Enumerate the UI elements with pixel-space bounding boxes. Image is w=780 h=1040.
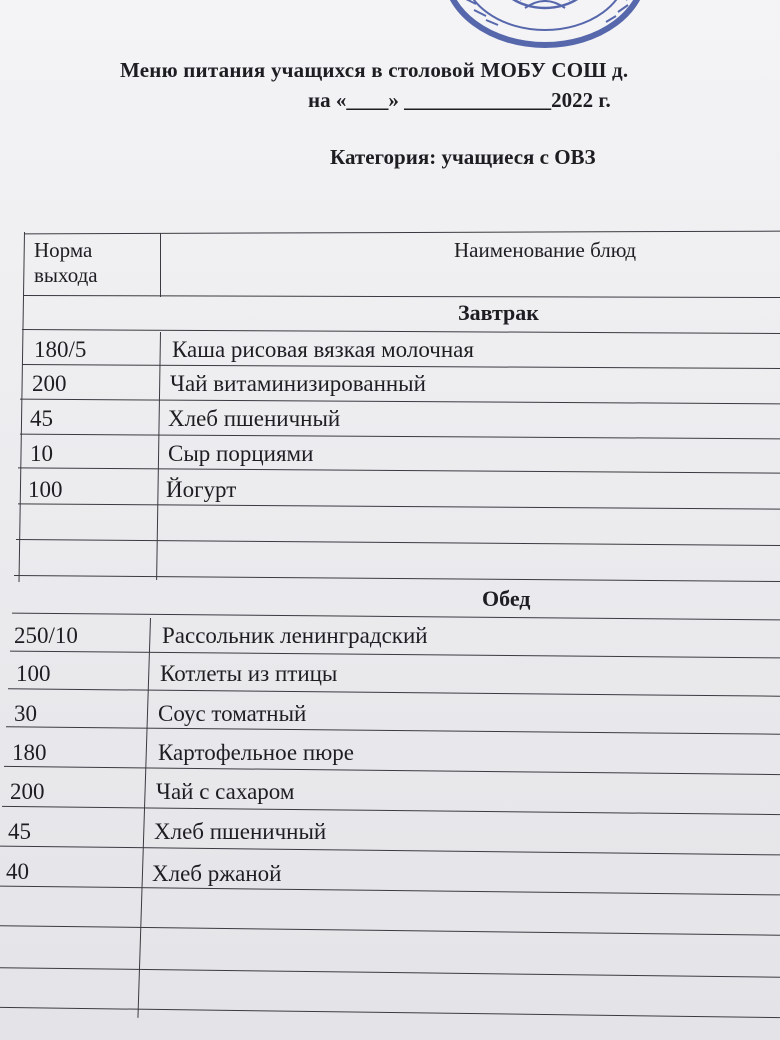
breakfast-norm-3: 45 <box>30 406 53 431</box>
row-border <box>16 539 780 546</box>
lunch-dish-4: Картофельное пюре <box>158 740 355 765</box>
row-border <box>0 967 780 978</box>
row-border <box>6 726 780 734</box>
lunch-dish-7: Хлеб ржаной <box>152 861 282 886</box>
row-border <box>0 886 780 896</box>
school-stamp-icon <box>430 0 660 50</box>
norm-header-line1: Норма <box>34 238 93 262</box>
lunch-dish-3: Соус томатный <box>158 701 307 726</box>
breakfast-norm-5: 100 <box>28 477 63 502</box>
breakfast-bottom-border <box>14 575 780 582</box>
row-border <box>4 766 780 775</box>
row-border <box>22 364 780 369</box>
norm-column-header <box>34 238 98 288</box>
lunch-dish-1: Рассольник ленинградский <box>162 623 428 648</box>
row-border <box>18 503 780 509</box>
breakfast-column-divider <box>156 332 161 580</box>
breakfast-dish-2: Чай витаминизированный <box>170 371 426 396</box>
lunch-norm-5: 200 <box>10 779 45 804</box>
header-bottom-border <box>24 295 780 298</box>
breakfast-dish-5: Йогурт <box>166 477 237 502</box>
breakfast-section-label: Завтрак <box>458 300 539 325</box>
lunch-label-border <box>12 613 780 621</box>
row-border <box>0 1007 780 1018</box>
lunch-section-label: Обед <box>482 586 531 611</box>
lunch-norm-3: 30 <box>14 701 37 726</box>
lunch-dish-5: Чай с сахаром <box>156 779 295 804</box>
row-border <box>0 925 780 936</box>
breakfast-dish-3: Хлеб пшеничный <box>168 406 341 431</box>
dish-column-header: Наименование блюд <box>454 238 637 262</box>
table-top-border <box>24 231 780 235</box>
norm-header-line2: выхода <box>34 263 98 288</box>
row-border <box>8 688 780 696</box>
date-line: на «____» ______________2022 г. <box>308 88 611 112</box>
lunch-dish-2: Котлеты из птицы <box>160 661 338 686</box>
lunch-norm-6: 45 <box>8 819 31 844</box>
category-label: Категория: учащиеся с ОВЗ <box>330 145 596 169</box>
breakfast-dish-1: Каша рисовая вязкая молочная <box>172 337 474 362</box>
breakfast-norm-4: 10 <box>30 441 53 466</box>
page-title: Меню питания учащихся в столовой МОБУ СОШ д. <box>120 58 629 82</box>
row-border <box>2 806 780 815</box>
table-left-border <box>19 232 25 582</box>
row-border <box>18 467 780 473</box>
lunch-norm-4: 180 <box>12 740 47 765</box>
header-column-divider <box>160 233 161 297</box>
breakfast-norm-1: 180/5 <box>34 337 87 362</box>
row-border <box>0 846 780 856</box>
breakfast-dish-4: Сыр порциями <box>168 441 314 466</box>
row-border <box>20 434 780 440</box>
lunch-norm-7: 40 <box>6 859 29 884</box>
breakfast-norm-2: 200 <box>32 371 67 396</box>
breakfast-label-border <box>22 329 780 334</box>
row-border <box>10 651 780 659</box>
lunch-column-divider <box>137 618 151 1018</box>
lunch-norm-1: 250/10 <box>14 623 78 648</box>
row-border <box>20 399 780 405</box>
lunch-norm-2: 100 <box>16 661 51 686</box>
lunch-dish-6: Хлеб пшеничный <box>154 819 327 844</box>
